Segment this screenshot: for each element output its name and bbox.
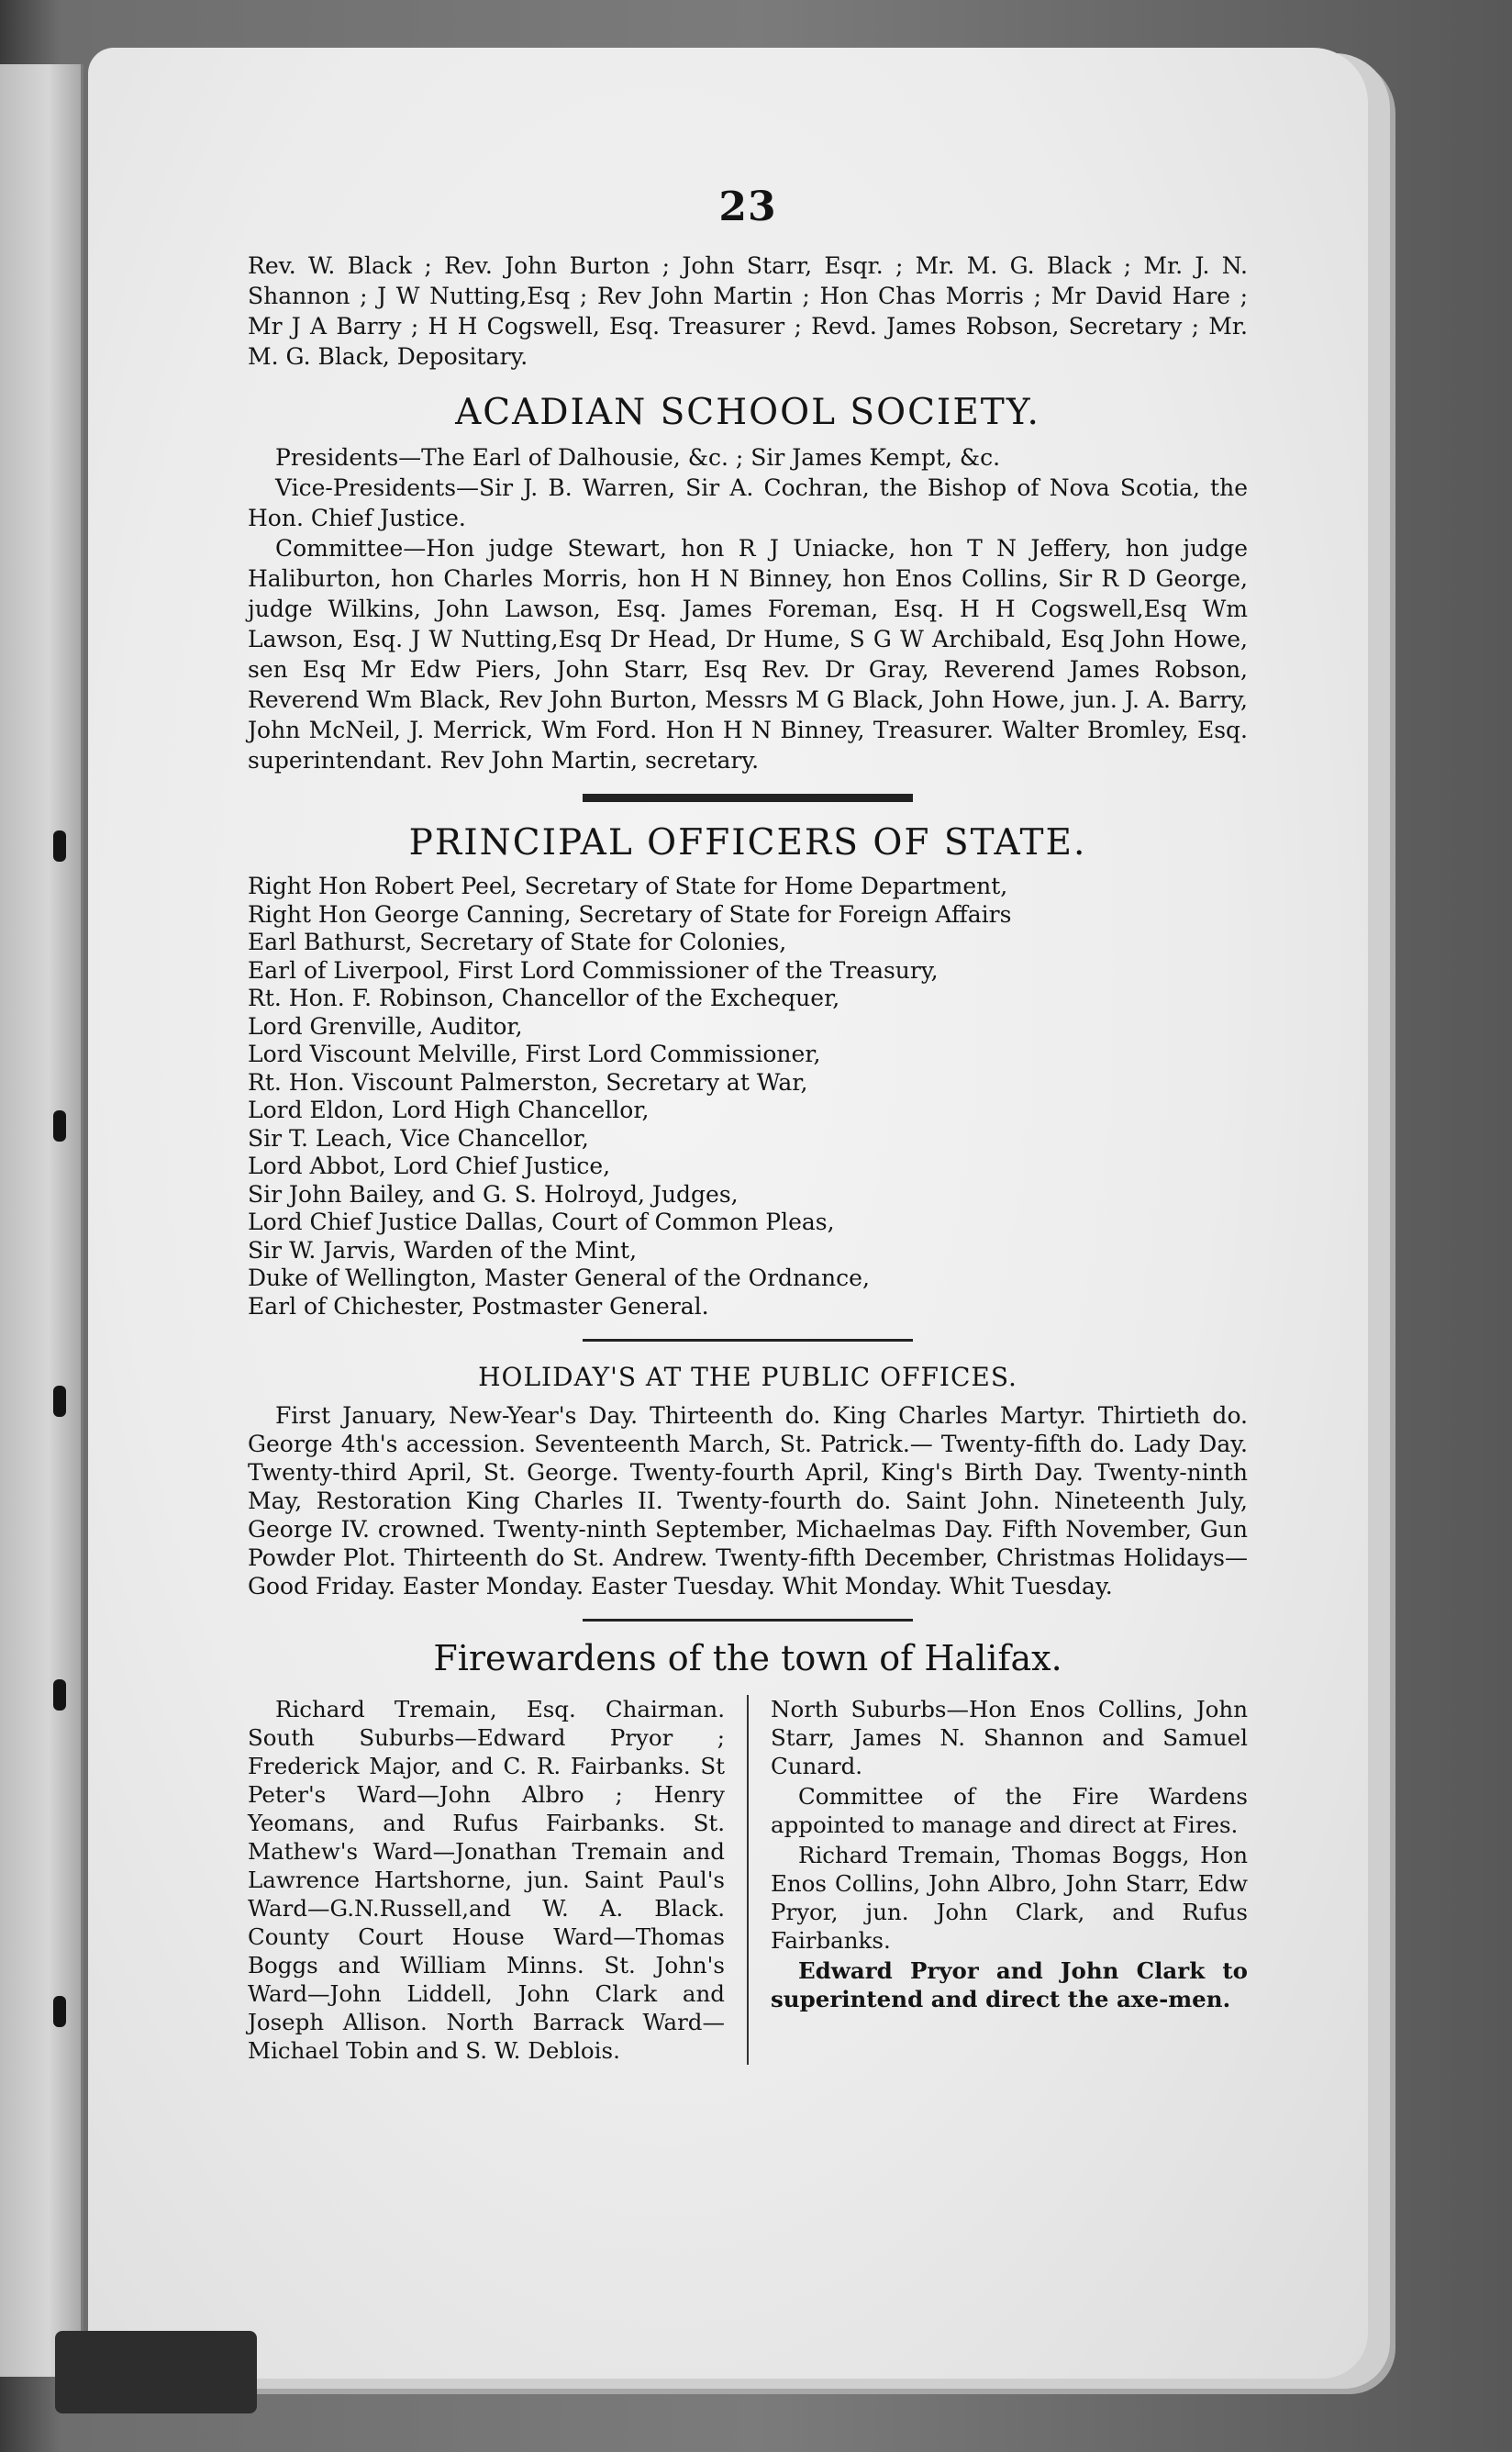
firewardens-columns <box>248 1695 1248 2065</box>
dark-strip-bottom <box>55 2331 257 2413</box>
officer-line: Sir W. Jarvis, Warden of the Mint, <box>248 1236 638 1264</box>
officer-line: Lord Chief Justice Dallas, Court of Common Pleas, <box>248 1209 835 1235</box>
firewardens-heading: Firewardens of the town of Halifax. <box>433 1638 1062 1678</box>
facing-page-edge <box>0 64 83 2377</box>
binding-stitch-mark <box>53 1679 66 1711</box>
officer-line: Lord Eldon, Lord High Chancellor, <box>248 1097 650 1123</box>
acadian-school-society-heading: ACADIAN SCHOOL SOCIETY. <box>455 392 1040 433</box>
column-divider <box>747 1695 749 2065</box>
officer-line: Earl of Chichester, Postmaster General. <box>248 1292 709 1320</box>
firewardens-committee-intro: Committee of the Fire Wardens appointed to manage and direct at Fires. <box>771 1783 1248 1838</box>
page-number: 23 <box>718 184 777 230</box>
officer-line: Rt. Hon. Viscount Palmerston, Secretary at War, <box>248 1068 808 1096</box>
intro-paragraph: Rev. W. Black ; Rev. John Burton ; John Starr, Esqr. ; Mr. M. G. Black ; Mr. J. N. Shannon ; J W Nutting,Esq ; Rev John Martin ; Hon Chas Morris ; Mr David Hare ; Mr J A Barry ; H H Cogswell, Esq. Treasurer ; Revd. James Robson, Secretary ; Mr. M. G. Black, Depositary. <box>248 252 1248 370</box>
officer-line: Sir T. Leach, Vice Chancellor, <box>248 1124 589 1152</box>
officer-line: Earl Bathurst, Secretary of State for Colonies, <box>248 929 787 955</box>
firewardens-left-column <box>248 1695 725 2065</box>
officer-line: Lord Viscount Melville, First Lord Commissioner, <box>248 1041 821 1067</box>
section-divider-thick <box>583 794 913 802</box>
officer-line: Earl of Liverpool, First Lord Commissioner of the Treasury, <box>248 956 939 984</box>
officer-line: Lord Grenville, Auditor, <box>248 1012 523 1040</box>
binding-stitch-mark <box>53 830 66 862</box>
officer-line: Right Hon George Canning, Secretary of State for Foreign Affairs <box>248 900 1012 928</box>
officers-of-state-heading: PRINCIPAL OFFICERS OF STATE. <box>408 822 1087 864</box>
section-divider-thin <box>583 1619 913 1622</box>
firewardens-north-suburbs: North Suburbs—Hon Enos Collins, John Starr, James N. Shannon and Samuel Cunard. <box>771 1696 1248 1779</box>
binding-stitch-mark <box>53 1996 66 2027</box>
acadian-presidents: Presidents—The Earl of Dalhousie, &c. ; Sir James Kempt, &c. <box>275 444 1001 471</box>
officers-list <box>248 873 1248 1321</box>
firewardens-committee-members: Richard Tremain, Thomas Boggs, Hon Enos Collins, John Albro, John Starr, Edw Pryor, jun. John Clark, and Rufus Fairbanks. <box>771 1842 1248 1954</box>
officer-line: Right Hon Robert Peel, Secretary of State for Home Department, <box>248 873 1008 899</box>
page-content <box>248 165 1248 2065</box>
holidays-heading: HOLIDAY'S AT THE PUBLIC OFFICES. <box>478 1362 1017 1392</box>
firewardens-right-column <box>771 1695 1248 2065</box>
firewardens-wards-text: Richard Tremain, Esq. Chairman. South Suburbs—Edward Pryor ; Frederick Major, and C. R. Fairbanks. St Peter's Ward—John Albro ; Henry Yeomans, and Rufus Fairbanks. St. Mathew's Ward—Jonathan Tremain and Lawrence Hartshorne, jun. Saint Paul's Ward—G.N.Russell,and W. A. Black. County Court House Ward—Thomas Boggs and William Minns. St. John's Ward—John Liddell, John Clark and Joseph Allison. North Barrack Ward—Michael Tobin and S. W. Deblois. <box>248 1696 725 2064</box>
officer-line: Lord Abbot, Lord Chief Justice, <box>248 1153 611 1179</box>
acadian-vice-presidents: Vice-Presidents—Sir J. B. Warren, Sir A. Cochran, the Bishop of Nova Scotia, the Hon. Chief Justice. <box>248 474 1248 531</box>
section-divider-thin <box>583 1339 913 1342</box>
officer-line: Sir John Bailey, and G. S. Holroyd, Judges, <box>248 1180 739 1208</box>
acadian-committee: Committee—Hon judge Stewart, hon R J Uniacke, hon T N Jeffery, hon judge Haliburton, hon Charles Morris, hon H N Binney, hon Enos Collins, Sir R D George, judge Wilkins, John Lawson, Esq. James Foreman, Esq. H H Cogswell,Esq Wm Lawson, Esq. J W Nutting,Esq Dr Head, Dr Hume, S G W Archibald, Esq John Howe, sen Esq Mr Edw Piers, John Starr, Esq Rev. Dr Gray, Reverend James Robson, Reverend Wm Black, Rev John Burton, Messrs M G Black, John Howe, jun. J. A. Barry, John McNeil, J. Merrick, Wm Ford. Hon H N Binney, Treasurer. Walter Bromley, Esq. superintendant. Rev John Martin, secretary. <box>248 535 1248 774</box>
firewardens-axemen-note: Edward Pryor and John Clark to superintend and direct the axe-men. <box>771 1957 1248 2012</box>
officer-line: Rt. Hon. F. Robinson, Chancellor of the Exchequer, <box>248 985 840 1011</box>
officer-line: Duke of Wellington, Master General of the Ordnance, <box>248 1265 870 1291</box>
holidays-paragraph: First January, New-Year's Day. Thirteenth do. King Charles Martyr. Thirtieth do. George 4th's accession. Seventeenth March, St. Patrick.— Twenty-fifth do. Lady Day. Twenty-third April, St. George. Twenty-fourth April, King's Birth Day. Twenty-ninth May, Restoration King Charles II. Twenty-fourth do. Saint John. Nineteenth July, George IV. crowned. Twenty-ninth September, Michaelmas Day. Fifth November, Gun Powder Plot. Thirteenth do St. Andrew. Twenty-fifth December, Christmas Holidays—Good Friday. Easter Monday. Easter Tuesday. Whit Monday. Whit Tuesday. <box>248 1402 1248 1599</box>
binding-stitch-mark <box>53 1386 66 1417</box>
binding-stitch-mark <box>53 1110 66 1142</box>
